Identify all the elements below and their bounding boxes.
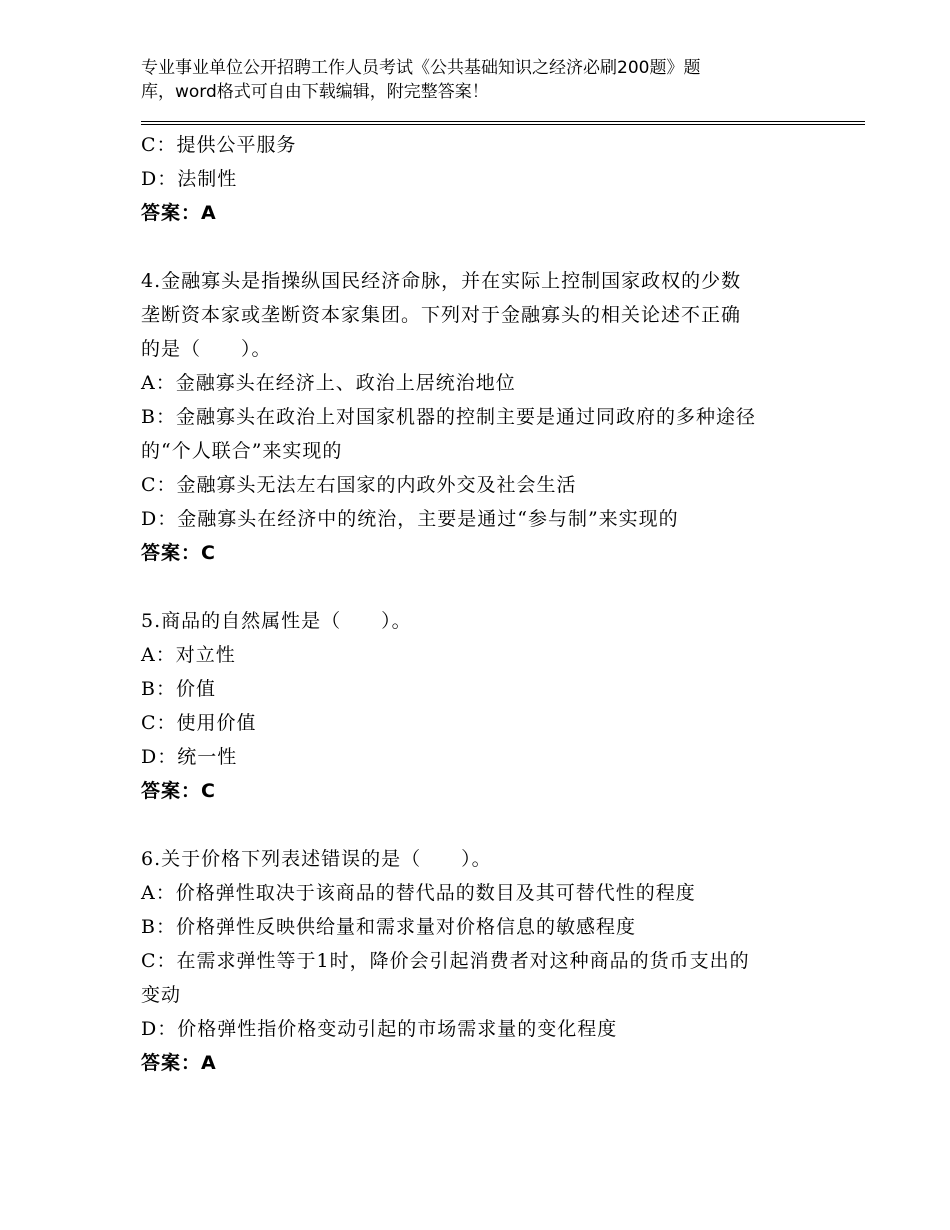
answer: 答案：A xyxy=(141,1052,217,1074)
option-d: D：统一性 xyxy=(141,746,238,768)
document-body xyxy=(141,128,813,1080)
spacer xyxy=(141,808,813,842)
option-b: B：价格弹性反映供给量和需求量对价格信息的敏感程度 xyxy=(141,916,636,938)
question-3-tail xyxy=(141,128,813,230)
header-rule-bottom xyxy=(141,124,865,125)
option-c: C：提供公平服务 xyxy=(141,134,297,156)
question-stem: 6.关于价格下列表述错误的是（ ）。 xyxy=(141,848,492,870)
option-c-cont: 变动 xyxy=(141,984,182,1006)
answer: 答案：A xyxy=(141,202,217,224)
option-d: D：价格弹性指价格变动引起的市场需求量的变化程度 xyxy=(141,1018,618,1040)
header-title-line-2: 库，word格式可自由下载编辑，附完整答案！ xyxy=(141,82,489,102)
question-stem: 垄断资本家或垄断资本家集团。下列对于金融寡头的相关论述不正确 xyxy=(141,304,742,326)
question-stem: 的是（ ）。 xyxy=(141,338,272,360)
answer: 答案：C xyxy=(141,542,216,564)
option-a: A：金融寡头在经济上、政治上居统治地位 xyxy=(141,372,516,394)
spacer xyxy=(141,570,813,604)
option-d: D：法制性 xyxy=(141,168,238,190)
spacer xyxy=(141,230,813,264)
option-b-cont: 的“个人联合”来实现的 xyxy=(141,440,343,462)
question-5 xyxy=(141,604,813,808)
question-6 xyxy=(141,842,813,1080)
option-a: A：价格弹性取决于该商品的替代品的数目及其可替代性的程度 xyxy=(141,882,696,904)
question-stem: 5.商品的自然属性是（ ）。 xyxy=(141,610,412,632)
option-a: A：对立性 xyxy=(141,644,236,666)
option-c: C：使用价值 xyxy=(141,712,257,734)
header-rule-top xyxy=(141,121,865,122)
document-header xyxy=(141,56,781,104)
option-b: B：金融寡头在政治上对国家机器的控制主要是通过同政府的多种途径 xyxy=(141,406,756,428)
answer: 答案：C xyxy=(141,780,216,802)
option-c: C：金融寡头无法左右国家的内政外交及社会生活 xyxy=(141,474,577,496)
option-b: B：价值 xyxy=(141,678,216,700)
option-c: C：在需求弹性等于1时，降价会引起消费者对这种商品的货币支出的 xyxy=(141,950,750,972)
question-stem: 4.金融寡头是指操纵国民经济命脉，并在实际上控制国家政权的少数 xyxy=(141,270,742,292)
question-4 xyxy=(141,264,813,570)
header-title-line-1: 专业事业单位公开招聘工作人员考试《公共基础知识之经济必刷200题》题 xyxy=(141,58,701,78)
option-d: D：金融寡头在经济中的统治，主要是通过“参与制”来实现的 xyxy=(141,508,679,530)
